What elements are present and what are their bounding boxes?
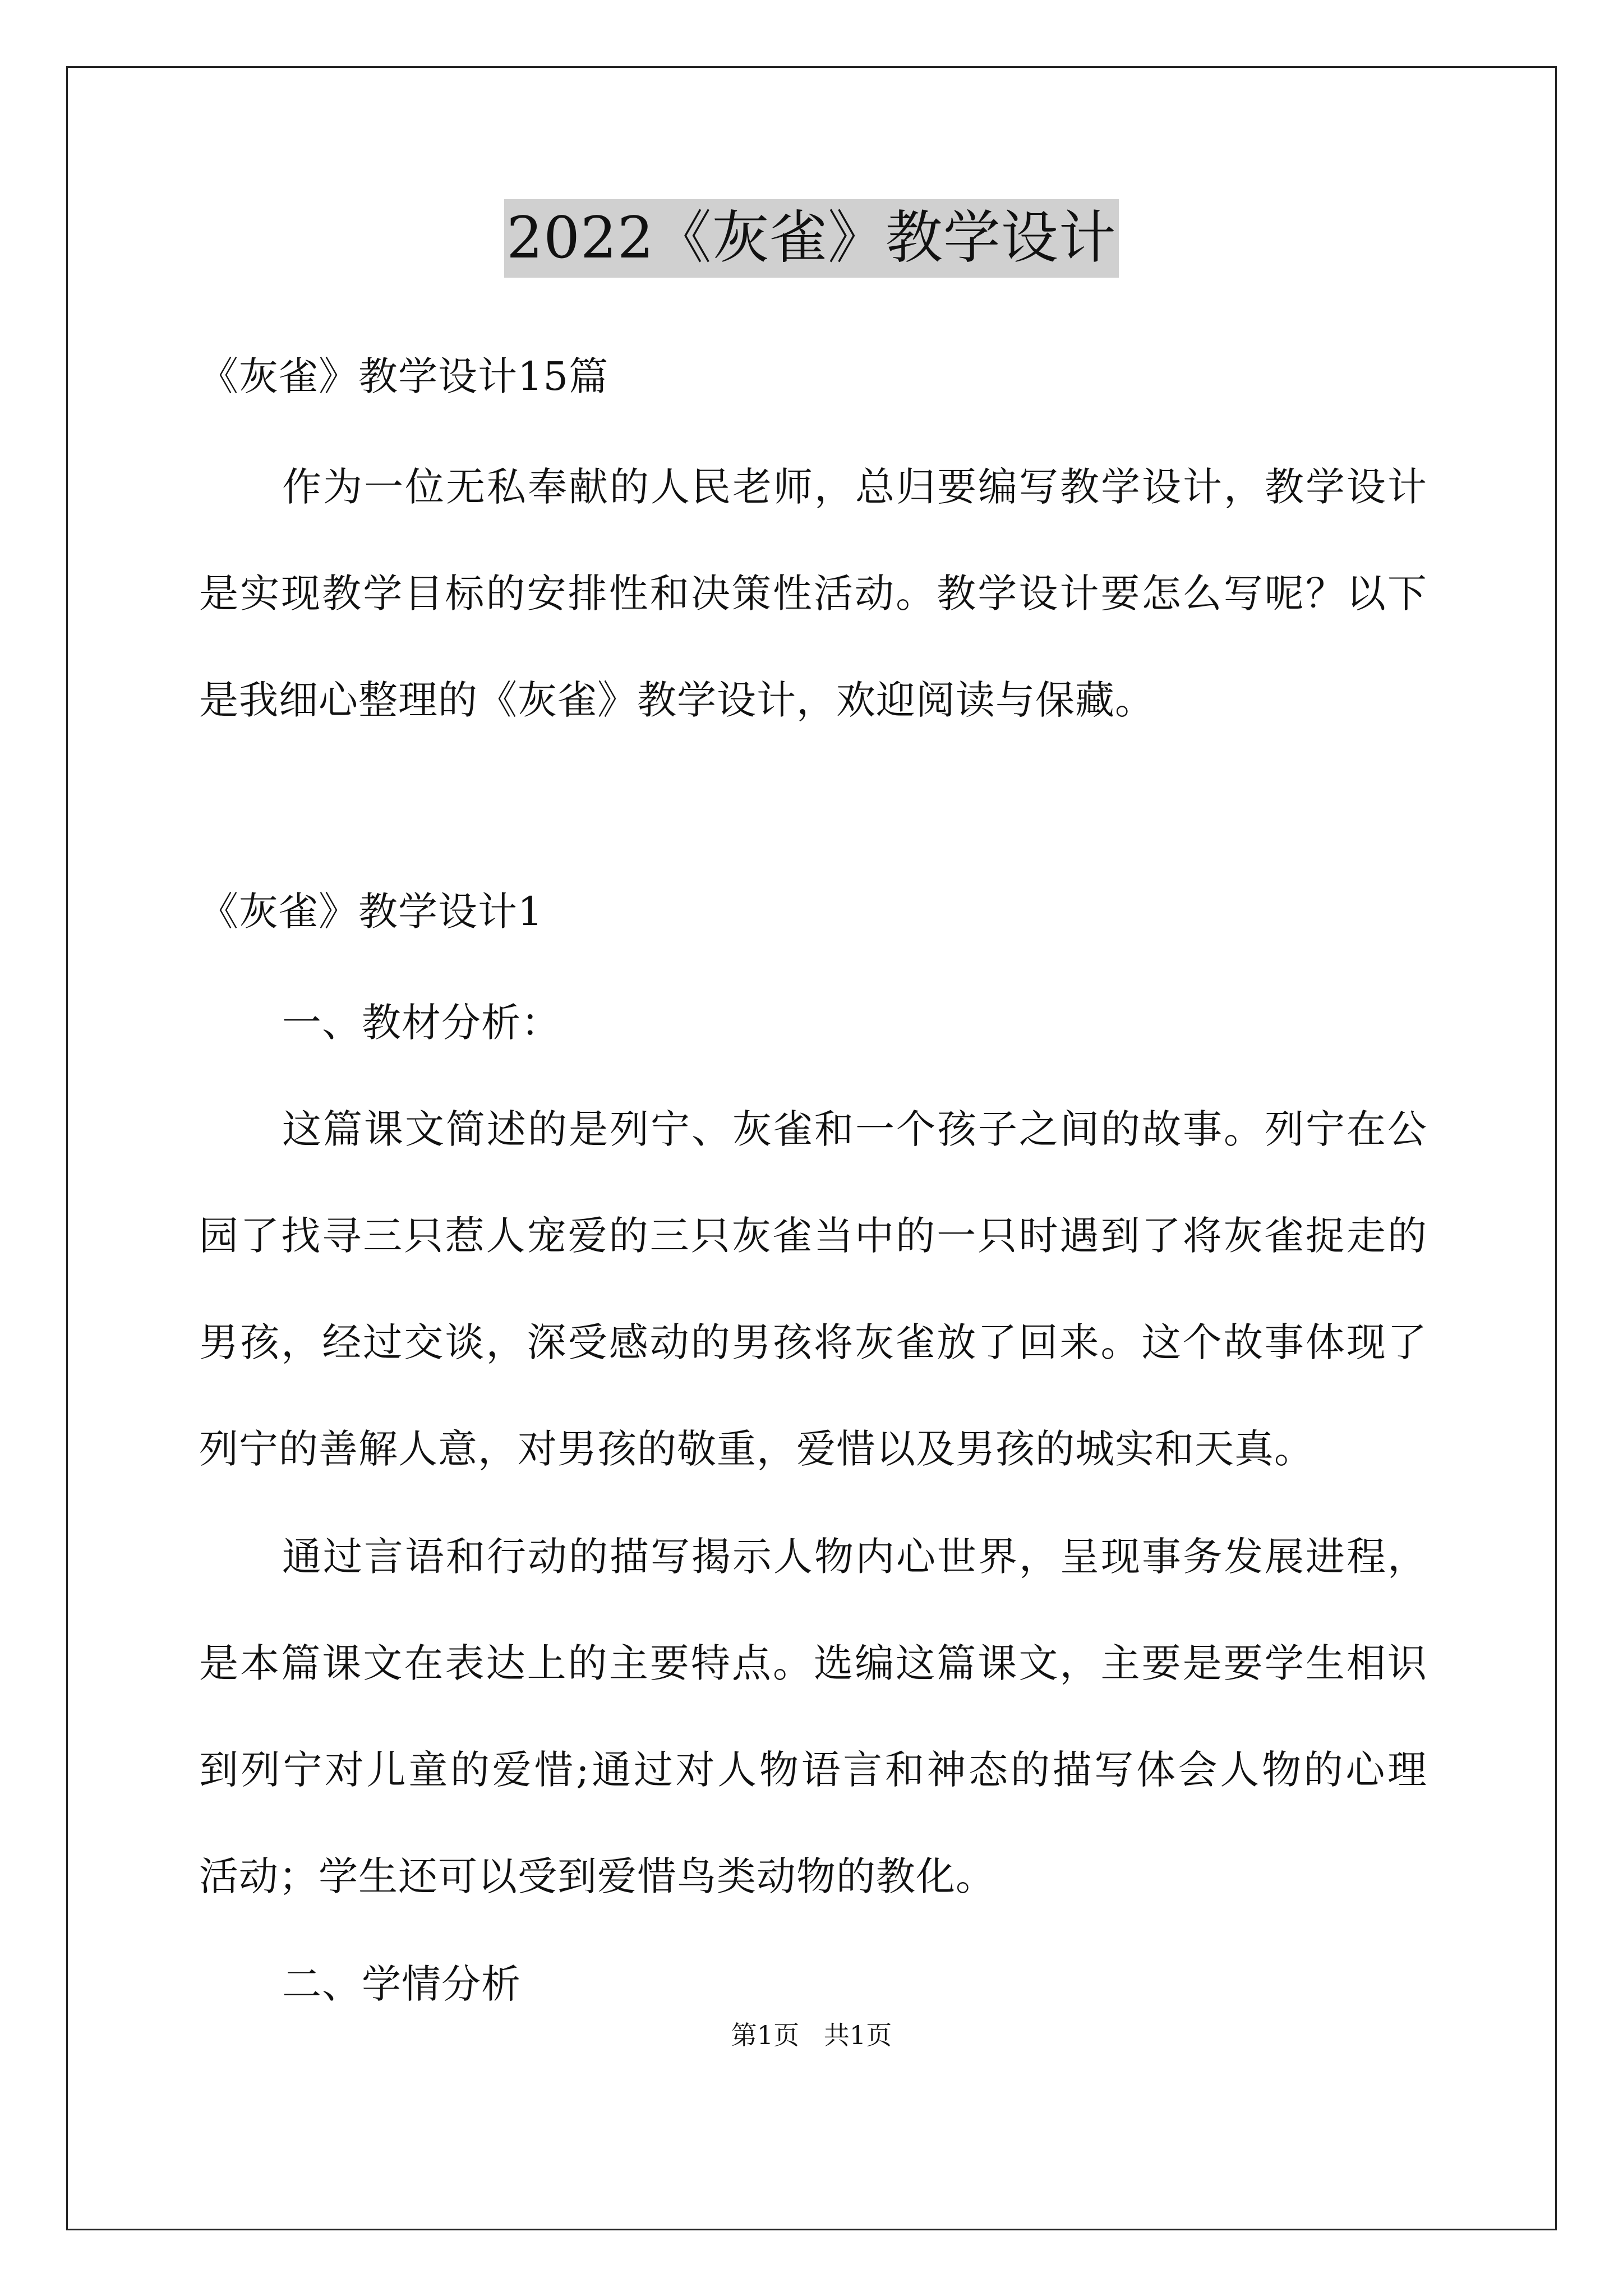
section-title: 《灰雀》教学设计1 [199,889,543,935]
title-container [0,199,1623,278]
heading-materials-analysis: 一、教材分析： [282,1000,561,1046]
para2-line-2: 是本篇课文在表达上的主要特点。选编这篇课文，主要是要学生相识 [199,1640,1427,1686]
document-subtitle: 《灰雀》教学设计15篇 [199,353,609,399]
heading-student-analysis: 二、学情分析 [282,1961,521,2007]
intro-line-3: 是我细心整理的《灰雀》教学设计，欢迎阅读与保藏。 [199,677,1155,723]
para1-line-1: 这篇课文简述的是列宁、灰雀和一个孩子之间的故事。列宁在公 [282,1106,1427,1152]
document-title: 2022《灰雀》教学设计 [504,199,1119,278]
intro-line-2: 是实现教学目标的安排性和决策性活动。教学设计要怎么写呢？以下 [199,570,1427,616]
para1-line-3: 男孩，经过交谈，深受感动的男孩将灰雀放了回来。这个故事体现了 [199,1319,1427,1365]
para2-line-3: 到列宁对儿童的爱惜;通过对人物语言和神态的描写体会人物的心理 [199,1747,1427,1793]
intro-line-1: 作为一位无私奉献的人民老师，总归要编写教学设计，教学设计 [282,464,1427,510]
para1-line-2: 园了找寻三只惹人宠爱的三只灰雀当中的一只时遇到了将灰雀捉走的 [199,1213,1427,1259]
para2-line-1: 通过言语和行动的描写揭示人物内心世界，呈现事务发展进程， [282,1534,1427,1580]
para2-line-4: 活动；学生还可以受到爱惜鸟类动物的教化。 [199,1853,995,1899]
page-footer: 第1页 共1页 [731,2020,892,2050]
para1-line-4: 列宁的善解人意，对男孩的敬重，爱惜以及男孩的城实和天真。 [199,1426,1314,1472]
